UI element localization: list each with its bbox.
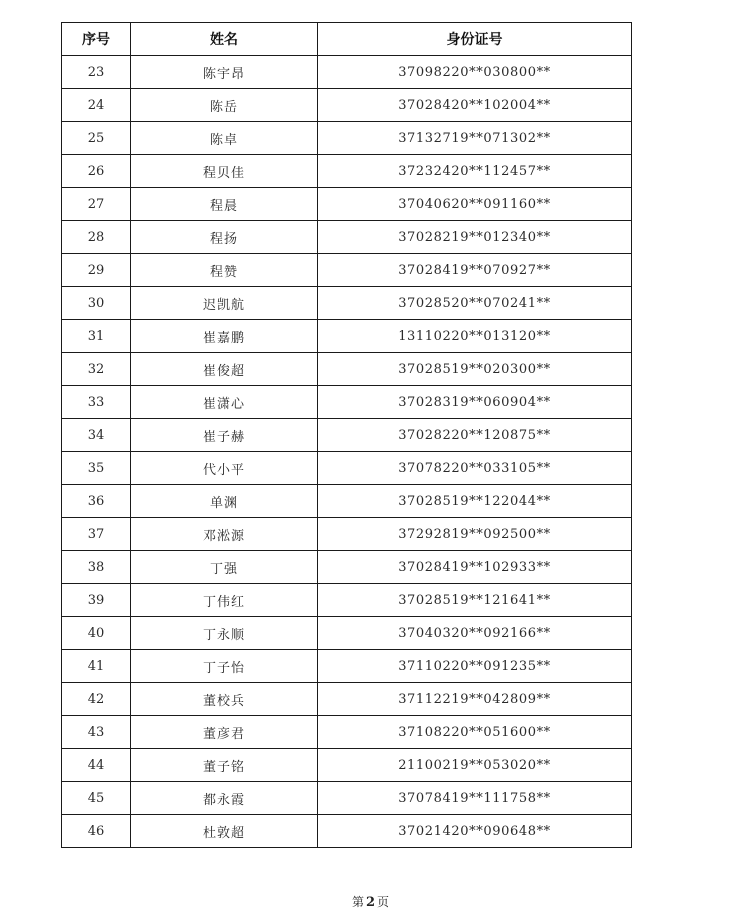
table-row [62,584,632,617]
cell-serial-number: 32 [62,353,131,386]
cell-serial-number: 34 [62,419,131,452]
table-row [62,551,632,584]
table-row [62,287,632,320]
table-row [62,155,632,188]
roster-table [61,22,632,848]
page-footer [0,893,741,910]
cell-id-number: 37078220**033105** [318,452,632,485]
cell-name: 迟凯航 [131,287,318,320]
table-row [62,386,632,419]
header-id-number: 身份证号 [318,23,632,56]
cell-name: 崔俊超 [131,353,318,386]
cell-id-number: 37028319**060904** [318,386,632,419]
cell-name: 董子铭 [131,749,318,782]
cell-serial-number: 38 [62,551,131,584]
cell-id-number: 37028419**070927** [318,254,632,287]
cell-serial-number: 31 [62,320,131,353]
table-row [62,518,632,551]
cell-serial-number: 37 [62,518,131,551]
table-row [62,56,632,89]
cell-name: 单渊 [131,485,318,518]
cell-name: 丁强 [131,551,318,584]
cell-id-number: 37078419**111758** [318,782,632,815]
table-row [62,782,632,815]
cell-name: 董校兵 [131,683,318,716]
cell-serial-number: 29 [62,254,131,287]
cell-id-number: 37110220**091235** [318,650,632,683]
header-serial-number: 序号 [62,23,131,56]
cell-name: 崔子赫 [131,419,318,452]
table-row [62,419,632,452]
table-row [62,221,632,254]
header-name: 姓名 [131,23,318,56]
cell-id-number: 37028420**102004** [318,89,632,122]
cell-id-number: 37028219**012340** [318,221,632,254]
cell-name: 崔潇心 [131,386,318,419]
table-body [62,56,632,848]
cell-id-number: 37098220**030800** [318,56,632,89]
cell-name: 丁子怡 [131,650,318,683]
cell-name: 程扬 [131,221,318,254]
cell-serial-number: 44 [62,749,131,782]
cell-serial-number: 41 [62,650,131,683]
cell-name: 程贝佳 [131,155,318,188]
cell-id-number: 37112219**042809** [318,683,632,716]
cell-serial-number: 43 [62,716,131,749]
cell-id-number: 37040620**091160** [318,188,632,221]
cell-id-number: 37021420**090648** [318,815,632,848]
cell-serial-number: 40 [62,617,131,650]
table-row [62,716,632,749]
table-row [62,254,632,287]
cell-id-number: 37028220**120875** [318,419,632,452]
footer-page-number: 2 [365,895,376,910]
cell-name: 都永霞 [131,782,318,815]
cell-id-number: 37028520**070241** [318,287,632,320]
cell-serial-number: 36 [62,485,131,518]
cell-id-number: 37028419**102933** [318,551,632,584]
table-row [62,89,632,122]
cell-serial-number: 26 [62,155,131,188]
cell-name: 陈岳 [131,89,318,122]
cell-name: 邓淞源 [131,518,318,551]
cell-serial-number: 33 [62,386,131,419]
table-row [62,650,632,683]
cell-name: 陈卓 [131,122,318,155]
cell-name: 代小平 [131,452,318,485]
cell-serial-number: 24 [62,89,131,122]
footer-prefix: 第 [351,895,364,909]
table-header-row [62,23,632,56]
cell-id-number: 37108220**051600** [318,716,632,749]
table-row [62,320,632,353]
cell-id-number: 37292819**092500** [318,518,632,551]
cell-serial-number: 42 [62,683,131,716]
cell-serial-number: 46 [62,815,131,848]
cell-id-number: 37028519**020300** [318,353,632,386]
table-row [62,617,632,650]
cell-serial-number: 23 [62,56,131,89]
cell-serial-number: 35 [62,452,131,485]
cell-name: 杜敦超 [131,815,318,848]
table-row [62,683,632,716]
table-row [62,452,632,485]
cell-name: 陈宇昂 [131,56,318,89]
cell-id-number: 37028519**122044** [318,485,632,518]
cell-name: 董彦君 [131,716,318,749]
cell-serial-number: 27 [62,188,131,221]
table-row [62,188,632,221]
cell-serial-number: 30 [62,287,131,320]
table-row [62,815,632,848]
footer-suffix: 页 [377,895,390,909]
table-row [62,122,632,155]
table-row [62,749,632,782]
cell-id-number: 21100219**053020** [318,749,632,782]
cell-id-number: 13110220**013120** [318,320,632,353]
cell-serial-number: 45 [62,782,131,815]
cell-id-number: 37232420**112457** [318,155,632,188]
cell-serial-number: 25 [62,122,131,155]
cell-name: 程赞 [131,254,318,287]
table-row [62,485,632,518]
cell-id-number: 37132719**071302** [318,122,632,155]
cell-id-number: 37040320**092166** [318,617,632,650]
cell-serial-number: 39 [62,584,131,617]
cell-name: 程晨 [131,188,318,221]
table-row [62,353,632,386]
cell-name: 崔嘉鹏 [131,320,318,353]
cell-name: 丁永顺 [131,617,318,650]
cell-id-number: 37028519**121641** [318,584,632,617]
cell-serial-number: 28 [62,221,131,254]
cell-name: 丁伟红 [131,584,318,617]
